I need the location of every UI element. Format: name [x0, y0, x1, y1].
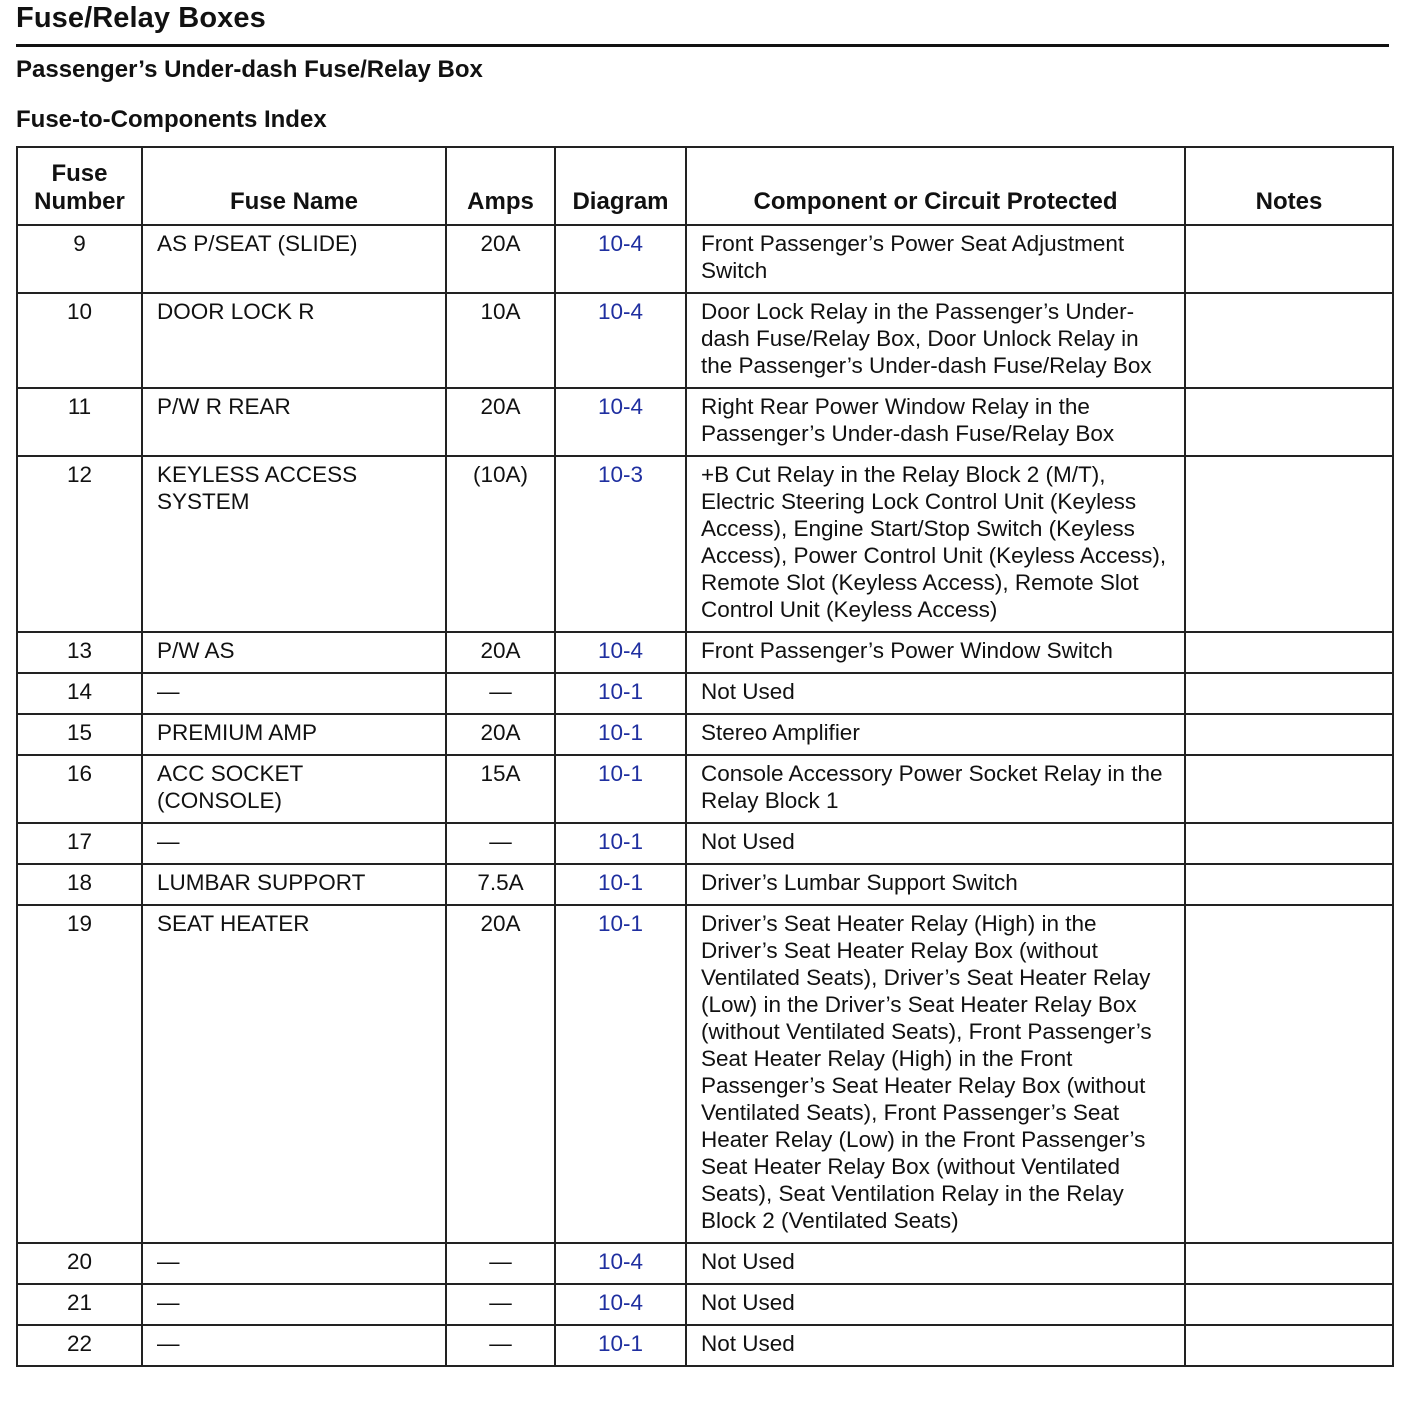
amps-cell: 10A — [446, 293, 555, 388]
table-header-row — [17, 147, 1393, 225]
notes-cell — [1185, 714, 1393, 755]
amps-cell: 20A — [446, 905, 555, 1243]
component-cell: Not Used — [686, 1284, 1185, 1325]
notes-cell — [1185, 1284, 1393, 1325]
diagram-link[interactable]: 10-1 — [555, 823, 686, 864]
component-cell: Front Passenger’s Power Seat Adjustment Switch — [686, 225, 1185, 293]
notes-cell — [1185, 673, 1393, 714]
component-cell: Not Used — [686, 673, 1185, 714]
notes-cell — [1185, 823, 1393, 864]
amps-cell: (10A) — [446, 456, 555, 632]
table-row — [17, 864, 1393, 905]
fuse-name-cell: KEYLESS ACCESS SYSTEM — [142, 456, 446, 632]
amps-cell: — — [446, 823, 555, 864]
diagram-link[interactable]: 10-1 — [555, 673, 686, 714]
notes-cell — [1185, 456, 1393, 632]
index-title: Fuse-to-Components Index — [16, 106, 327, 133]
header-component: Component or Circuit Protected — [686, 147, 1185, 225]
fuse-number-cell: 15 — [17, 714, 142, 755]
fuse-name-cell: PREMIUM AMP — [142, 714, 446, 755]
diagram-link[interactable]: 10-4 — [555, 1284, 686, 1325]
diagram-link[interactable]: 10-3 — [555, 456, 686, 632]
table-row — [17, 1325, 1393, 1366]
fuse-index-table — [16, 146, 1394, 1367]
component-cell: Not Used — [686, 823, 1185, 864]
table-body — [17, 225, 1393, 1366]
amps-cell: 20A — [446, 714, 555, 755]
page-title: Fuse/Relay Boxes — [16, 2, 266, 34]
fuse-name-cell: — — [142, 673, 446, 714]
header-fuse-number — [17, 147, 142, 225]
notes-cell — [1185, 388, 1393, 456]
diagram-link[interactable]: 10-4 — [555, 632, 686, 673]
diagram-link[interactable]: 10-1 — [555, 755, 686, 823]
notes-cell — [1185, 755, 1393, 823]
fuse-number-cell: 20 — [17, 1243, 142, 1284]
table-row — [17, 388, 1393, 456]
fuse-number-cell: 17 — [17, 823, 142, 864]
fuse-name-cell: — — [142, 1284, 446, 1325]
diagram-link[interactable]: 10-4 — [555, 225, 686, 293]
fuse-number-cell: 14 — [17, 673, 142, 714]
notes-cell — [1185, 905, 1393, 1243]
fuse-name-cell: AS P/SEAT (SLIDE) — [142, 225, 446, 293]
fuse-number-cell: 11 — [17, 388, 142, 456]
header-amps: Amps — [446, 147, 555, 225]
amps-cell: 20A — [446, 388, 555, 456]
diagram-link[interactable]: 10-1 — [555, 1325, 686, 1366]
component-cell: Not Used — [686, 1243, 1185, 1284]
fuse-number-cell: 13 — [17, 632, 142, 673]
component-cell: Driver’s Lumbar Support Switch — [686, 864, 1185, 905]
amps-cell: 20A — [446, 632, 555, 673]
fuse-number-cell: 19 — [17, 905, 142, 1243]
diagram-link[interactable]: 10-1 — [555, 714, 686, 755]
component-cell: Front Passenger’s Power Window Switch — [686, 632, 1185, 673]
notes-cell — [1185, 1243, 1393, 1284]
fuse-name-cell: P/W AS — [142, 632, 446, 673]
amps-cell: — — [446, 1284, 555, 1325]
notes-cell — [1185, 632, 1393, 673]
diagram-link[interactable]: 10-4 — [555, 293, 686, 388]
fuse-number-cell: 21 — [17, 1284, 142, 1325]
diagram-link[interactable]: 10-4 — [555, 388, 686, 456]
fuse-name-cell: LUMBAR SUPPORT — [142, 864, 446, 905]
fuse-number-cell: 12 — [17, 456, 142, 632]
notes-cell — [1185, 225, 1393, 293]
component-cell: Right Rear Power Window Relay in the Passenger’s Under-dash Fuse/Relay Box — [686, 388, 1185, 456]
amps-cell: — — [446, 1325, 555, 1366]
header-notes: Notes — [1185, 147, 1393, 225]
amps-cell: — — [446, 1243, 555, 1284]
component-cell: +B Cut Relay in the Relay Block 2 (M/T), Electric Steering Lock Control Unit (Keyless Access), Engine Start/Stop Switch (Keyless Access), Power Control Unit (Keyless Access), Remote Slot (Keyless Access), Remote Slot Control Unit (Keyless Access) — [686, 456, 1185, 632]
fuse-number-cell: 18 — [17, 864, 142, 905]
component-cell: Console Accessory Power Socket Relay in the Relay Block 1 — [686, 755, 1185, 823]
component-cell: Door Lock Relay in the Passenger’s Under-dash Fuse/Relay Box, Door Unlock Relay in the Passenger’s Under-dash Fuse/Relay Box — [686, 293, 1185, 388]
header-fuse-name: Fuse Name — [142, 147, 446, 225]
diagram-link[interactable]: 10-1 — [555, 864, 686, 905]
diagram-link[interactable]: 10-4 — [555, 1243, 686, 1284]
fuse-name-cell: SEAT HEATER — [142, 905, 446, 1243]
fuse-name-cell: P/W R REAR — [142, 388, 446, 456]
table-row — [17, 714, 1393, 755]
fuse-name-cell: ACC SOCKET (CONSOLE) — [142, 755, 446, 823]
notes-cell — [1185, 864, 1393, 905]
fuse-number-cell: 10 — [17, 293, 142, 388]
fuse-name-cell: DOOR LOCK R — [142, 293, 446, 388]
table-row — [17, 293, 1393, 388]
fuse-number-cell: 22 — [17, 1325, 142, 1366]
title-divider — [16, 44, 1389, 47]
diagram-link[interactable]: 10-1 — [555, 905, 686, 1243]
component-cell: Driver’s Seat Heater Relay (High) in the Driver’s Seat Heater Relay Box (without Ventilated Seats), Driver’s Seat Heater Relay (Low) in the Driver’s Seat Heater Relay Box (without Ventilated Seats), Front Passenger’s Seat Heater Relay (High) in the Front Passenger’s Seat Heater Relay Box (without Ventilated Seats), Front Passenger’s Seat Heater Relay (Low) in the Front Passenger’s Seat Heater Relay Box (without Ventilated Seats), Seat Ventilation Relay in the Relay Block 2 (Ventilated Seats) — [686, 905, 1185, 1243]
component-cell: Stereo Amplifier — [686, 714, 1185, 755]
fuse-number-cell: 9 — [17, 225, 142, 293]
table-row — [17, 1284, 1393, 1325]
amps-cell: 15A — [446, 755, 555, 823]
fuse-name-cell: — — [142, 823, 446, 864]
amps-cell: — — [446, 673, 555, 714]
header-diagram: Diagram — [555, 147, 686, 225]
notes-cell — [1185, 1325, 1393, 1366]
component-cell: Not Used — [686, 1325, 1185, 1366]
amps-cell: 7.5A — [446, 864, 555, 905]
table-row — [17, 632, 1393, 673]
table-row — [17, 755, 1393, 823]
header-fuse-number-label: Fuse Number — [34, 160, 125, 215]
fuse-number-cell: 16 — [17, 755, 142, 823]
table-row — [17, 456, 1393, 632]
amps-cell: 20A — [446, 225, 555, 293]
section-subtitle: Passenger’s Under-dash Fuse/Relay Box — [16, 56, 483, 83]
fuse-name-cell: — — [142, 1243, 446, 1284]
table-row — [17, 225, 1393, 293]
table-row — [17, 823, 1393, 864]
table-row — [17, 905, 1393, 1243]
table-row — [17, 673, 1393, 714]
table-row — [17, 1243, 1393, 1284]
fuse-name-cell: — — [142, 1325, 446, 1366]
notes-cell — [1185, 293, 1393, 388]
